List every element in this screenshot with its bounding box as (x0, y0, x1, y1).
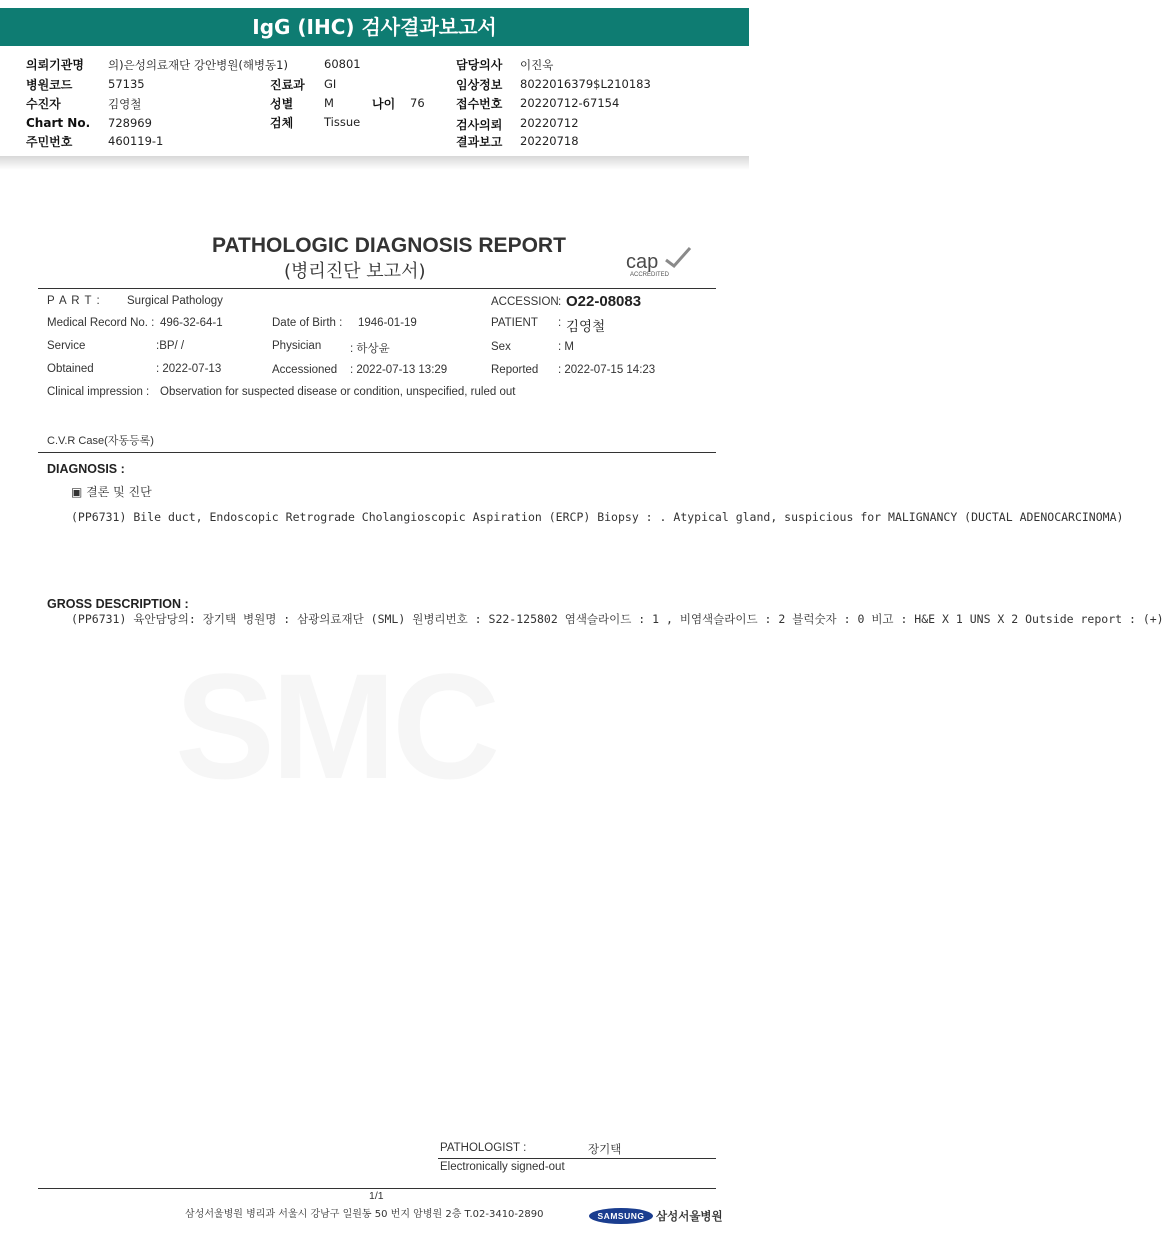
referring-hospital: 의)은성의료재단 강안병원(해병동1) (108, 58, 288, 72)
physician-value: : 하상윤 (350, 343, 390, 355)
age: 76 (410, 96, 425, 110)
hospital-code: 57135 (108, 77, 145, 91)
gross-line: 블럭숫자 : 0 (792, 612, 865, 626)
accessioned-value: : 2022-07-13 13:29 (350, 364, 448, 376)
receipt-number: 20220712-67154 (520, 96, 620, 110)
gross-line: 육안담당의: 장기택 (133, 612, 237, 626)
gross-description-text (71, 612, 1164, 628)
sex-label: 성별 (270, 97, 294, 111)
sex-value-en: : M (558, 341, 574, 353)
obtained-label: Obtained (47, 363, 94, 375)
diagnosis-heading: DIAGNOSIS : (47, 462, 125, 476)
patient-label: 수진자 (26, 97, 61, 111)
gross-line: (PP6731) (71, 612, 127, 626)
gross-line: Outside report : (+) (1025, 612, 1164, 626)
receipt-label: 접수번호 (456, 97, 503, 111)
age-label: 나이 (372, 97, 396, 111)
patient-colon: : (558, 317, 562, 329)
diagnosis-line: . Atypical gland, suspicious for MALIGNANCY (DUCTAL ADENOCARCINOMA) (659, 510, 1124, 524)
patient-name-en: 김영철 (566, 319, 606, 335)
dob-label: Date of Birth : (272, 317, 343, 329)
specimen: Tissue (324, 115, 361, 129)
report-label: 결과보고 (456, 135, 503, 149)
cap-accredited-logo (624, 244, 694, 278)
dept: GI (324, 77, 337, 91)
document-title: IgG (IHC) 검사결과보고서 (0, 8, 749, 46)
signed-out-text: Electronically signed-out (440, 1161, 565, 1173)
gross-line: UNS X 2 (969, 612, 1019, 626)
accession-label: ACCESSION (491, 296, 559, 308)
hospital-code-number: 60801 (324, 57, 361, 71)
sex-label-en: Sex (491, 341, 511, 353)
diagnosis-subheading: ▣ 결론 및 진단 (71, 485, 152, 499)
patient-label-en: PATIENT (491, 317, 538, 329)
resident-number: 460119-1 (108, 134, 164, 148)
cap-logo-text: cap (626, 251, 659, 273)
gross-line: 원병리번호 : S22-125802 (412, 612, 558, 626)
footer-address: 삼성서울병원 병리과 서울시 강남구 일원동 50 번지 암병원 2층 T.02-3410-2890 (185, 1209, 544, 1220)
clinical-info: 8022016379$L210183 (520, 77, 651, 91)
physician-label: Physician (272, 340, 322, 352)
obtained-value: : 2022-07-13 (156, 363, 222, 375)
patient-name: 김영철 (108, 97, 142, 111)
footer-divider (38, 1188, 716, 1189)
reported-value: : 2022-07-15 14:23 (558, 364, 656, 376)
request-label: 검사의뢰 (456, 118, 503, 132)
dept-label: 진료과 (270, 78, 305, 92)
diagnosis-line: Bile duct, Endoscopic Retrograde Cholangioscopic Aspiration (ERCP) Biopsy : (133, 510, 653, 524)
specimen-label: 검체 (270, 116, 294, 130)
pathologist-label: PATHOLOGIST : (440, 1142, 527, 1154)
report-date: 20220718 (520, 134, 579, 148)
signature-line (438, 1158, 716, 1159)
gross-line: 병원명 : 삼광의료재단 (SML) (242, 612, 406, 626)
cvr-case: C.V.R Case(자동등록) (47, 435, 154, 447)
clinical-impression-label: Clinical impression : (47, 386, 150, 398)
part-value: Surgical Pathology (127, 295, 223, 307)
chart-label: Chart No. (26, 116, 91, 130)
cap-accredited-text: ACCREDITED (630, 272, 670, 278)
report-subtitle: (병리진단 보고서) (284, 261, 426, 282)
diagnosis-text (71, 510, 1123, 526)
accession-number: O22-08083 (566, 293, 642, 310)
section-divider (0, 156, 749, 170)
doctor: 이진욱 (520, 58, 554, 72)
mrn-value: 496-32-64-1 (160, 317, 223, 329)
reported-label: Reported (491, 364, 539, 376)
sex: M (324, 96, 334, 110)
pathologist-name: 장기택 (588, 1142, 622, 1156)
clinical-info-label: 임상정보 (456, 78, 503, 92)
check-icon (666, 248, 690, 266)
mrn-label: Medical Record No. : (47, 317, 155, 329)
divider-line (38, 288, 716, 289)
report-title: PATHOLOGIC DIAGNOSIS REPORT (212, 234, 566, 257)
gross-description-heading: GROSS DESCRIPTION : (47, 597, 189, 611)
service-label: Service (47, 340, 86, 352)
resident-label: 주민번호 (26, 135, 73, 149)
smc-watermark (175, 640, 496, 813)
page-number: 1/1 (369, 1190, 384, 1202)
diagnosis-line: (PP6731) (71, 510, 127, 524)
hospital-logo-text: 삼성서울병원 (656, 1209, 723, 1223)
doctor-label: 담당의사 (456, 58, 503, 72)
gross-line: 비고 : H&E X 1 (871, 612, 963, 626)
clinical-impression: Observation for suspected disease or condition, unspecified, ruled out (160, 386, 516, 398)
service-value: :BP/ / (156, 340, 185, 352)
hospital-code-label: 병원코드 (26, 78, 73, 92)
chart-number: 728969 (108, 116, 152, 130)
accession-colon: : (558, 296, 562, 308)
gross-line: 염색슬라이드 : 1 , 비염색슬라이드 : 2 (564, 612, 786, 626)
part-label: P A R T : (47, 295, 101, 307)
accessioned-label: Accessioned (272, 364, 338, 376)
dob-value: 1946-01-19 (358, 317, 417, 329)
referring-hospital-label: 의뢰기관명 (26, 58, 84, 72)
divider-line (38, 452, 716, 453)
request-date: 20220712 (520, 116, 579, 130)
samsung-logo: SAMSUNG (589, 1208, 653, 1224)
